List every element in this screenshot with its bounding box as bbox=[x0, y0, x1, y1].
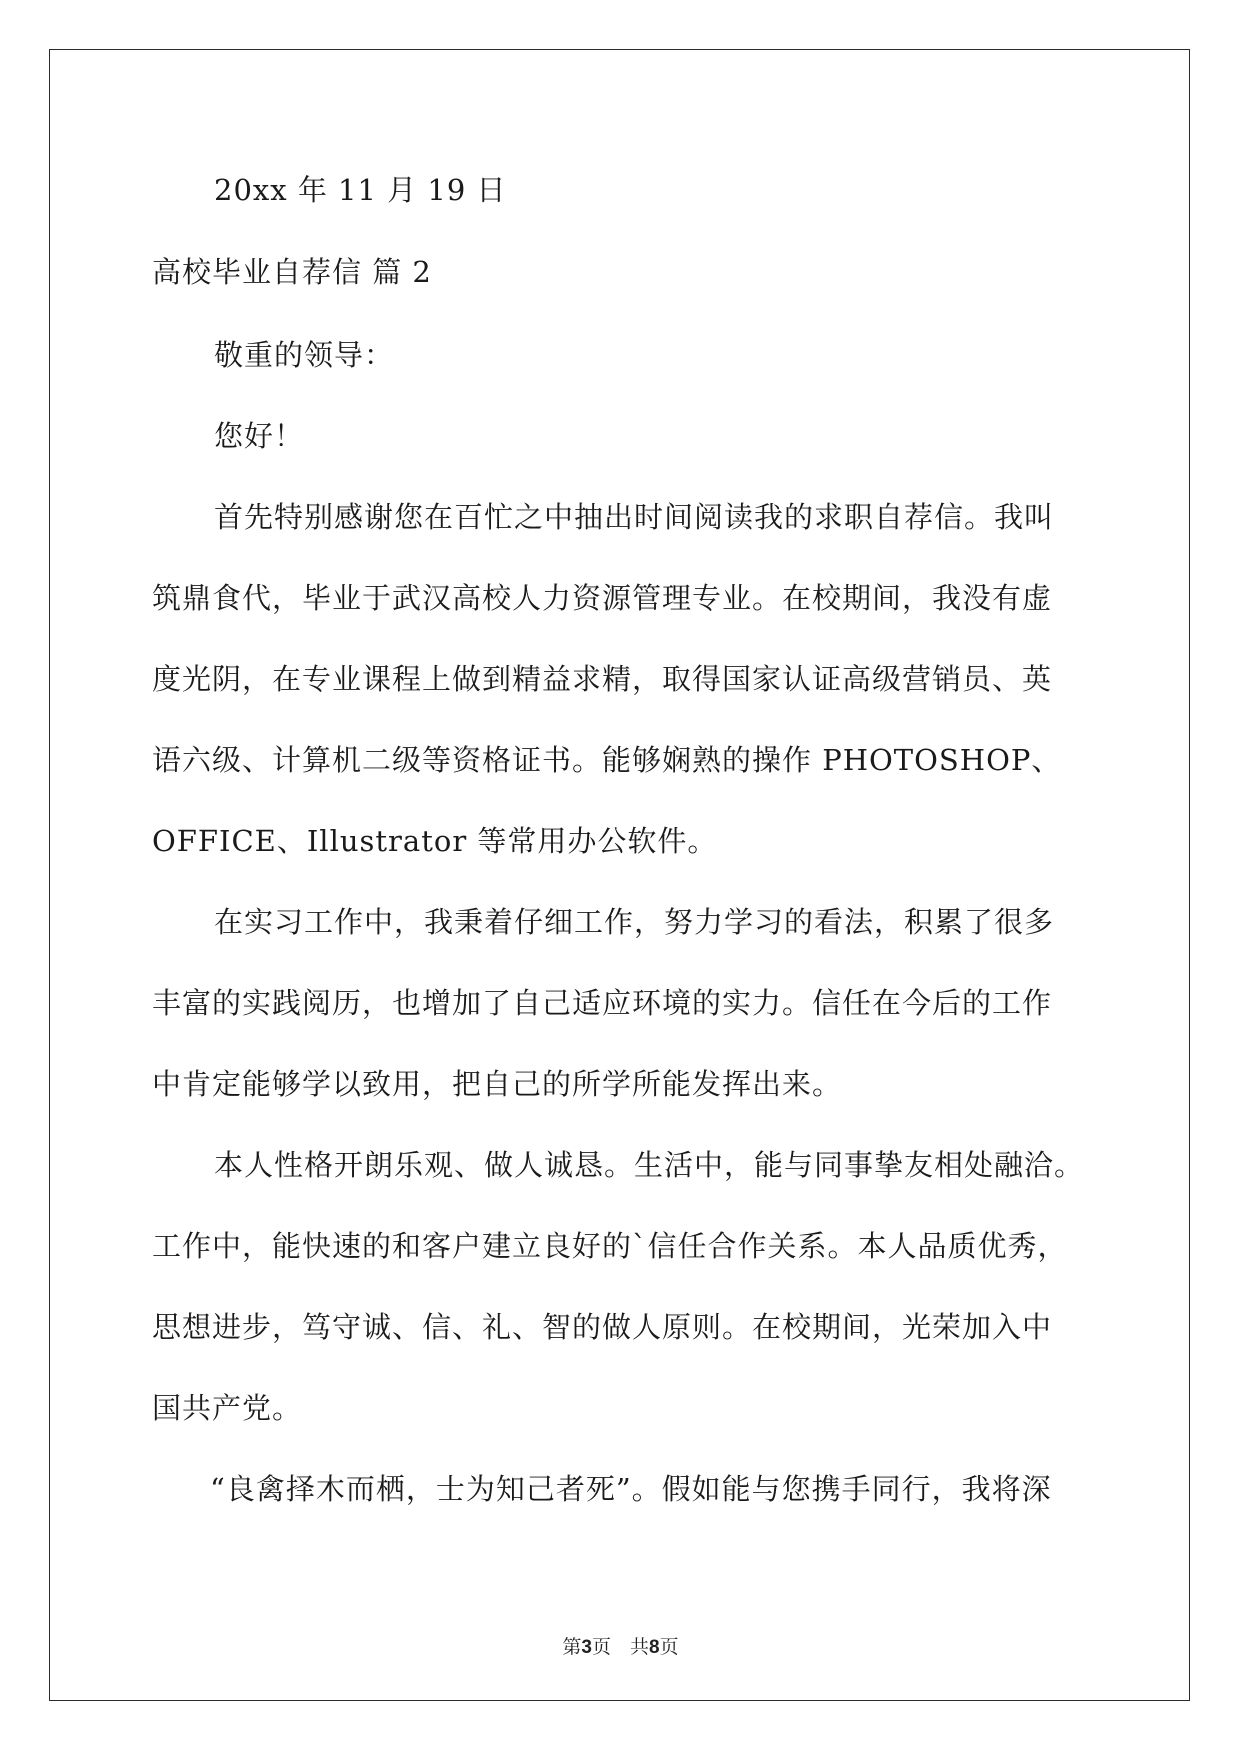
body-line: 丰富的实践阅历，也增加了自己适应环境的实力。信任在今后的工作 bbox=[152, 986, 1053, 1020]
body-line: 在实习工作中，我秉着仔细工作，努力学习的看法，积累了很多 bbox=[214, 905, 1055, 939]
page-total: 8 bbox=[649, 1637, 660, 1658]
page-mid: 页 共 bbox=[591, 1636, 649, 1658]
body-line: OFFICE、Illustrator 等常用办公软件。 bbox=[152, 824, 718, 858]
page-footer bbox=[0, 1632, 1241, 1659]
body-line: “良禽择木而栖，士为知己者死”。假如能与您携手同行，我将深 bbox=[210, 1472, 1052, 1506]
body-line: 国共产党。 bbox=[152, 1391, 303, 1425]
body-line: 中肯定能够学以致用，把自己的所学所能发挥出来。 bbox=[152, 1067, 843, 1101]
letter-title: 高校毕业自荐信 篇 2 bbox=[152, 255, 432, 289]
salutation: 敬重的领导： bbox=[214, 338, 395, 372]
body-line: 本人性格开朗乐观、做人诚恳。生活中，能与同事挚友相处融洽。 bbox=[214, 1148, 1085, 1182]
body-line: 筑鼎食代，毕业于武汉高校人力资源管理专业。在校期间，我没有虚 bbox=[152, 581, 1053, 615]
body-line: 度光阴，在专业课程上做到精益求精，取得国家认证高级营销员、英 bbox=[152, 662, 1053, 696]
greeting: 您好！ bbox=[214, 419, 305, 453]
body-line: 首先特别感谢您在百忙之中抽出时间阅读我的求职自荐信。我叫 bbox=[214, 500, 1055, 534]
page-suffix: 页 bbox=[659, 1636, 679, 1658]
body-line: 工作中，能快速的和客户建立良好的`信任合作关系。本人品质优秀， bbox=[152, 1229, 1068, 1263]
page-border bbox=[49, 49, 1190, 1701]
page-current: 3 bbox=[581, 1637, 592, 1658]
page-prefix: 第 bbox=[562, 1636, 582, 1658]
body-line: 语六级、计算机二级等资格证书。能够娴熟的操作 PHOTOSHOP、 bbox=[152, 743, 1062, 777]
body-line: 思想进步，笃守诚、信、礼、智的做人原则。在校期间，光荣加入中 bbox=[152, 1310, 1053, 1344]
date-line: 20xx 年 11 月 19 日 bbox=[214, 173, 507, 207]
